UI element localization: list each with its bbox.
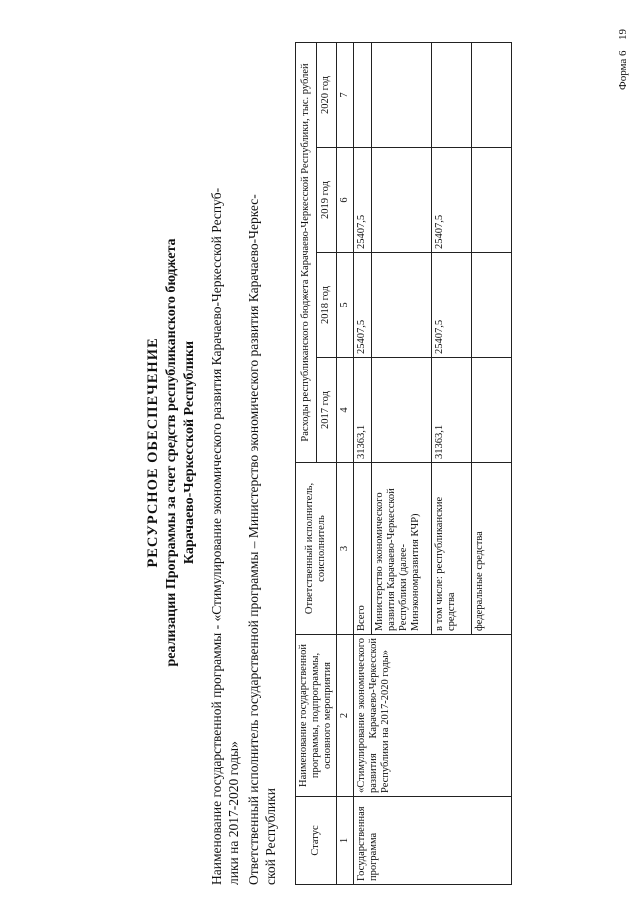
status-cell: Государственная программа [354, 797, 512, 885]
value-cell: 25407,5 [354, 148, 372, 253]
value-cell [372, 148, 432, 253]
program-name-paragraph [208, 55, 242, 885]
header-year-2019: 2019 год [316, 148, 337, 253]
header-year-2018: 2018 год [316, 253, 337, 358]
col-number: 6 [337, 148, 354, 253]
header-status: Статус [296, 797, 337, 885]
resource-table [295, 42, 512, 885]
header-executor: Ответственный исполнитель, соисполнитель [296, 463, 337, 635]
table-header-row [296, 42, 317, 884]
program-cell: «Стимулирование экономического развития Карачаево-Черкесской Республики на 2017-2020 годы» [354, 635, 512, 797]
header-year-2020: 2020 год [316, 42, 337, 147]
value-cell [372, 42, 432, 147]
col-number: 4 [337, 358, 354, 463]
value-cell: 31363,1 [432, 358, 472, 463]
header-year-2017: 2017 год [316, 358, 337, 463]
executor-line-2: ской Республики [263, 788, 278, 885]
col-number: 2 [337, 635, 354, 797]
value-cell [472, 253, 512, 358]
value-cell [372, 358, 432, 463]
value-cell: 25407,5 [432, 253, 472, 358]
header-name: Наименование государственной программы, подпрограммы, основного мероприятия [296, 635, 337, 797]
page-number: 19 [617, 29, 629, 40]
program-name-line-1: Наименование государственной программы - «Стимулирование экономического развития Карачаево-Черкесской Респуб- [209, 187, 224, 885]
value-cell [472, 358, 512, 463]
executor-cell: в том числе: республиканские средства [432, 463, 472, 635]
document-subtitle-region: Карачаево-Черкесской Республики [182, 340, 197, 565]
value-cell: 31363,1 [354, 358, 372, 463]
value-cell [472, 148, 512, 253]
value-cell: 25407,5 [354, 253, 372, 358]
document-subtitle: реализации Программы за счет средств республиканского бюджета [164, 238, 179, 667]
value-cell: 25407,5 [432, 148, 472, 253]
col-number: 1 [337, 797, 354, 885]
table-row [354, 42, 372, 884]
form-label: Форма 6 [617, 50, 629, 90]
executor-cell: Всего [354, 463, 372, 635]
value-cell [354, 42, 372, 147]
rotated-page-content [145, 20, 625, 885]
value-cell [432, 42, 472, 147]
executor-cell: Министерство экономического развития Карачаево-Черкесской Республики (далее- Минэкономразвития КЧР) [372, 463, 432, 635]
value-cell [372, 253, 432, 358]
col-number: 5 [337, 253, 354, 358]
executor-cell: федеральные средства [472, 463, 512, 635]
col-number: 7 [337, 42, 354, 147]
executor-paragraph [245, 55, 279, 885]
executor-line-1: Ответственный исполнитель государственной программы – Министерство экономического развития Карачаево-Черкес- [246, 194, 261, 885]
value-cell [472, 42, 512, 147]
header-expenses: Расходы республиканского бюджета Карачаево-Черкесской Республики, тыс. рублей [296, 42, 317, 462]
column-number-row [337, 42, 354, 884]
document-title: РЕСУРСНОЕ ОБЕСПЕЧЕНИЕ [145, 337, 161, 568]
col-number: 3 [337, 463, 354, 635]
program-name-line-2: лики на 2017-2020 годы» [226, 741, 241, 885]
